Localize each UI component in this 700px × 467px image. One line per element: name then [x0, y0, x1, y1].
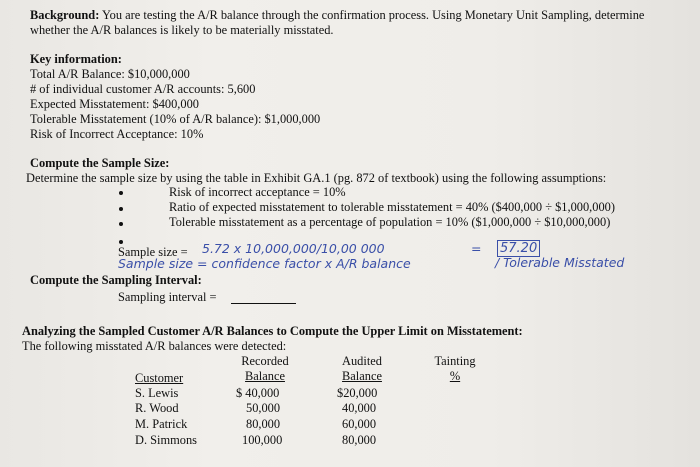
recorded-cell: 100,000 [242, 433, 283, 447]
audited-cell: 60,000 [342, 417, 377, 431]
handwritten-formula-denominator: / Tolerable Misstated [495, 255, 625, 270]
bullet-dot [119, 222, 123, 226]
customer-cell: D. Simmons [135, 433, 197, 447]
assumption-item: Tolerable misstatement as a percentage of population = 10% ($1,000,000 ÷ $10,000,000) [169, 215, 611, 229]
background-text-line1: You are testing the A/R balance through the confirmation process. Using Monetary Unit Sampling, determine [101, 8, 645, 22]
sample-size-label: Sample size = [118, 245, 188, 259]
customer-cell: R. Wood [135, 401, 179, 415]
customer-cell: S. Lewis [135, 386, 179, 400]
analysis-intro: The following misstated A/R balances were detected: [22, 339, 287, 353]
audited-cell: $20,000 [337, 386, 378, 400]
customer-cell: M. Patrick [135, 417, 188, 431]
header-recorded-balance: Balance [245, 369, 285, 383]
bullet-dot [119, 191, 123, 195]
assumption-item: Risk of incorrect acceptance = 10% [169, 185, 346, 199]
sampling-interval-label: Sampling interval = [118, 290, 217, 304]
sample-size-intro: Determine the sample size by using the table in Exhibit GA.1 (pg. 872 of textbook) using the following assumptions: [26, 171, 607, 185]
recorded-cell: 50,000 [246, 401, 281, 415]
bullet-dot [119, 240, 123, 244]
background-label: Background: [30, 8, 100, 22]
key-info-title: Key information: [30, 52, 122, 66]
key-info-item: Tolerable Misstatement (10% of A/R balance): $1,000,000 [30, 112, 321, 126]
key-info-item: Expected Misstatement: $400,000 [30, 97, 199, 111]
background-text-line2: whether the A/R balances is likely to be materially misstated. [30, 23, 334, 37]
sample-size-title: Compute the Sample Size: [30, 156, 170, 170]
recorded-cell: $ 40,000 [236, 386, 280, 400]
bullet-dot [119, 207, 123, 211]
audited-cell: 40,000 [342, 401, 377, 415]
header-tainting: Tainting [434, 354, 476, 368]
key-info-item: Total A/R Balance: $10,000,000 [30, 67, 190, 81]
handwritten-calculation: 5.72 x 10,000,000/10,00 000 [202, 241, 385, 256]
key-info-item: # of individual customer A/R accounts: 5,600 [30, 82, 256, 96]
interval-title: Compute the Sampling Interval: [30, 273, 202, 287]
sampling-interval-blank [231, 303, 296, 304]
handwritten-equals: = [471, 241, 482, 256]
assumption-item: Ratio of expected misstatement to tolerable misstatement = 40% ($400,000 ÷ $1,000,000) [169, 200, 615, 214]
header-audited-balance: Balance [342, 369, 382, 383]
header-audited: Audited [342, 354, 382, 368]
header-tainting-percent: % [449, 369, 461, 383]
header-recorded: Recorded [241, 354, 289, 368]
header-customer: Customer [135, 371, 184, 385]
key-info-item: Risk of Incorrect Acceptance: 10% [30, 127, 204, 141]
background-paragraph-line1 [30, 8, 644, 23]
handwritten-result-box: 57.20 [497, 240, 540, 257]
recorded-cell: 80,000 [246, 417, 281, 431]
handwritten-formula: Sample size = confidence factor x A/R balance [118, 256, 411, 271]
analysis-title: Analyzing the Sampled Customer A/R Balances to Compute the Upper Limit on Misstatement: [22, 324, 523, 338]
audited-cell: 80,000 [342, 433, 377, 447]
